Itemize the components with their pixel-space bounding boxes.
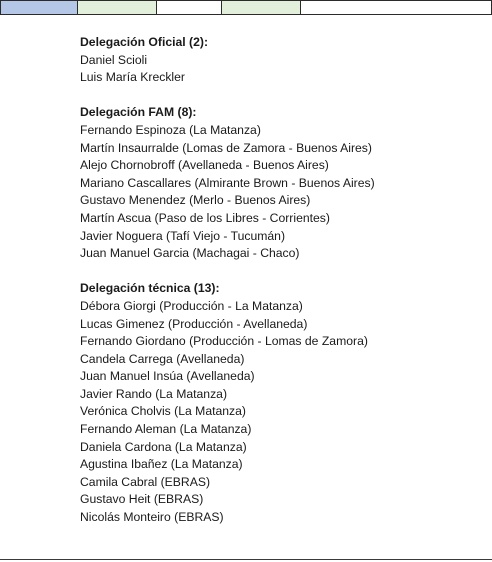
list-item: Juan Manuel Insúa (Avellaneda) bbox=[80, 369, 255, 384]
list-item: Alejo Chornobroff (Avellaneda - Buenos Aires) bbox=[80, 158, 329, 173]
list-item: Gustavo Heit (EBRAS) bbox=[80, 492, 204, 507]
spreadsheet-header-strip bbox=[0, 0, 492, 17]
header-cell-green bbox=[77, 0, 157, 15]
page-bottom-divider bbox=[0, 559, 492, 560]
section-delegacion-fam bbox=[80, 104, 480, 262]
list-item: Nicolás Monteiro (EBRAS) bbox=[80, 510, 224, 525]
header-cell-blue bbox=[0, 0, 78, 15]
header-cell-green bbox=[221, 0, 301, 15]
list-item: Gustavo Menendez (Merlo - Buenos Aires) bbox=[80, 193, 311, 208]
list-item: Daniel Scioli bbox=[80, 52, 148, 67]
section-heading: Delegación Oficial (2): bbox=[80, 35, 208, 49]
list-item: Débora Giorgi (Producción - La Matanza) bbox=[80, 298, 303, 313]
section-delegacion-oficial bbox=[80, 34, 480, 87]
list-item: Daniela Cardona (La Matanza) bbox=[80, 439, 247, 454]
list-item: Martín Ascua (Paso de los Libres - Corrientes) bbox=[80, 210, 330, 225]
list-item: Luis María Kreckler bbox=[80, 70, 185, 85]
list-item: Fernando Espinoza (La Matanza) bbox=[80, 122, 261, 137]
header-cell-empty bbox=[300, 0, 492, 15]
section-heading: Delegación FAM (8): bbox=[80, 105, 197, 120]
list-item: Agustina Ibañez (La Matanza) bbox=[80, 457, 243, 472]
list-item: Lucas Gimenez (Producción - Avellaneda) bbox=[80, 316, 308, 331]
list-item: Camila Cabral (EBRAS) bbox=[80, 474, 211, 489]
section-heading: Delegación técnica (13): bbox=[80, 281, 220, 296]
list-item: Verónica Cholvis (La Matanza) bbox=[80, 404, 246, 419]
list-item: Mariano Cascallares (Almirante Brown - Buenos Aires) bbox=[80, 175, 375, 190]
list-item: Martín Insaurralde (Lomas de Zamora - Buenos Aires) bbox=[80, 140, 372, 155]
list-item: Javier Rando (La Matanza) bbox=[80, 386, 227, 401]
list-item: Candela Carrega (Avellaneda) bbox=[80, 351, 245, 366]
list-item: Juan Manuel Garcia (Machagai - Chaco) bbox=[80, 246, 300, 261]
list-item: Javier Noguera (Tafí Viejo - Tucumán) bbox=[80, 228, 286, 243]
list-item: Fernando Giordano (Producción - Lomas de Zamora) bbox=[80, 334, 368, 349]
delegation-list bbox=[80, 34, 480, 544]
section-delegacion-tecnica bbox=[80, 280, 480, 526]
list-item: Fernando Aleman (La Matanza) bbox=[80, 422, 252, 437]
header-cell-white bbox=[156, 0, 222, 15]
